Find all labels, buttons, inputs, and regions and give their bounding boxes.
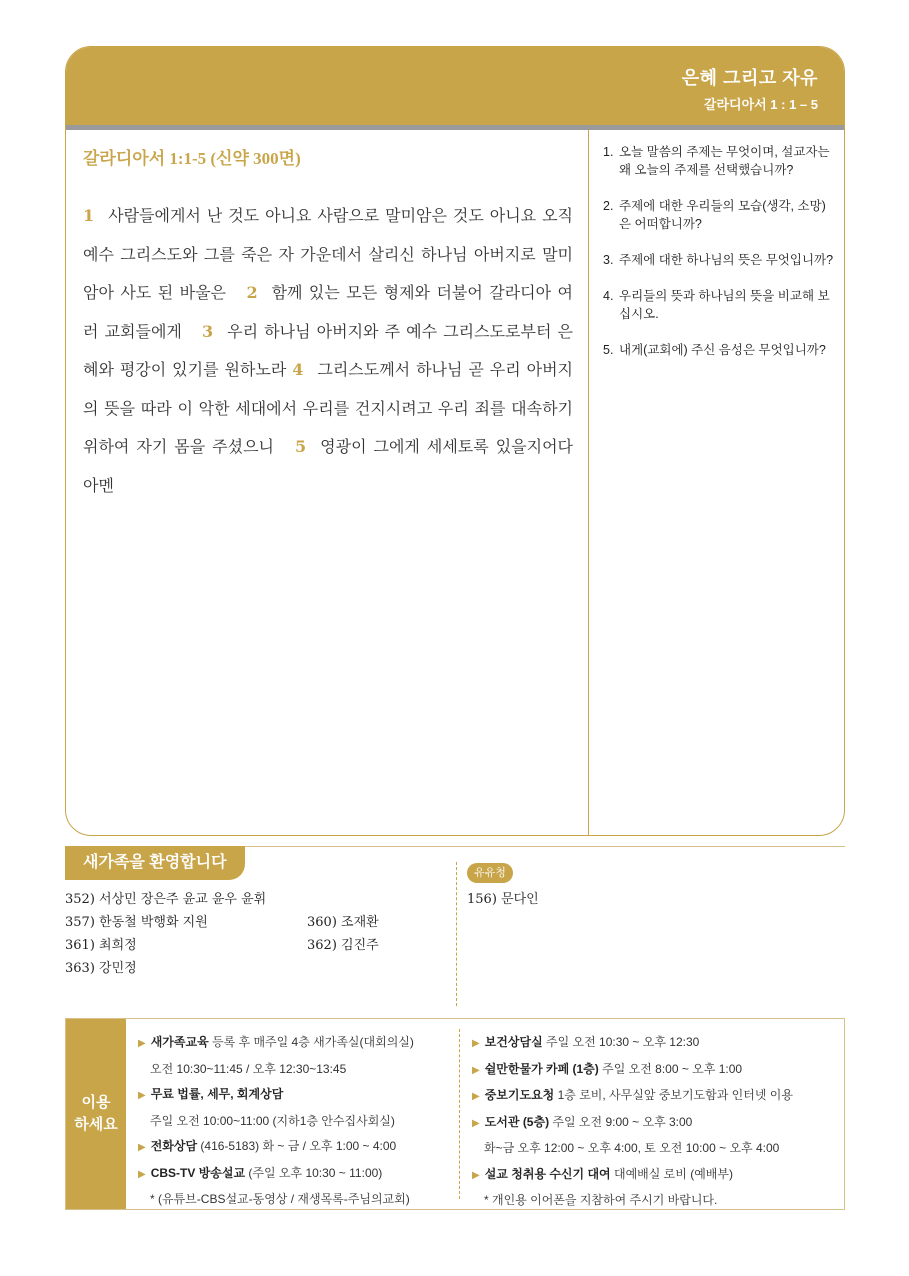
- verse-text: 사람들에게서 난 것도 아니요 사람으로 말미암은 것도 아니요 오직 예수 그리스도와 그를 죽은 자 가운데서 살리신 하나님 아버지로 말미암아 사도 된 바울은: [83, 206, 573, 302]
- triangle-right-icon: ▶: [472, 1064, 480, 1076]
- infant-badge: 유유청: [467, 863, 513, 883]
- triangle-right-icon: ▶: [472, 1091, 480, 1102]
- verse-text: 우리 하나님 아버지와 주 예수 그리스도로부터 은혜와 평강이 있기를 원하노라: [83, 321, 573, 379]
- card-header: [66, 47, 844, 125]
- column-divider: [588, 130, 589, 836]
- new-family-list: [65, 888, 445, 980]
- list-item: 361) 최희정 362) 김진주: [65, 938, 379, 953]
- info-item: ▶ 새가족교육 등록 후 매주일 4층 새가족실(대회의실): [138, 1035, 414, 1049]
- verse-number: 4: [292, 360, 304, 379]
- info-item: ▶ 무료 법률, 세무, 회계상담: [138, 1087, 284, 1101]
- welcome-title: 새가족을 환영합니다: [65, 846, 245, 880]
- list-item: 363) 강민정: [65, 961, 137, 976]
- verse-number: 3: [201, 321, 214, 341]
- question-item: 1. 오늘 말씀의 주제는 무엇이며, 설교자는 왜 오늘의 주제를 선택했습니까?: [603, 145, 830, 177]
- verse-text: 함께 있는 모든 형제와 더불어 갈라디아 여러 교회들에게: [83, 283, 573, 341]
- triangle-right-icon: ▶: [138, 1142, 146, 1153]
- header-divider: [66, 125, 844, 130]
- info-column-left: [138, 1030, 453, 1213]
- info-item: ▶ CBS-TV 방송설교 (주일 오후 10:30 ~ 11:00): [138, 1165, 383, 1180]
- welcome-divider: [456, 862, 457, 1006]
- verse-number: 5: [295, 437, 307, 456]
- triangle-right-icon: ▶: [472, 1117, 480, 1129]
- info-item: ▶ 중보기도요청 1층 로비, 사무실앞 중보기도함과 인터넷 이용: [472, 1088, 793, 1102]
- sermon-card: [65, 46, 845, 836]
- info-detail: 주일 오전 10:00~11:00 (지하1층 안수집사회실): [150, 1113, 395, 1128]
- infant-name: 156) 문다인: [467, 892, 539, 907]
- info-item: ▶ 전화상담 (416-5183) 화 ~ 금 / 오후 1:00 ~ 4:00: [138, 1139, 397, 1153]
- info-label: 이용 하세요: [66, 1019, 126, 1209]
- triangle-right-icon: ▶: [138, 1038, 146, 1049]
- discussion-questions: [603, 143, 835, 377]
- info-detail: * (유튜브-CBS설교-동영상 / 재생목록-주님의교회): [150, 1192, 410, 1206]
- sermon-reference: 갈라디아서 1 : 1 – 5: [703, 97, 818, 112]
- triangle-right-icon: ▶: [472, 1169, 480, 1181]
- question-item: 4. 우리들의 뜻과 하나님의 뜻을 비교해 보십시오.: [603, 289, 830, 321]
- info-detail: 화~금 오후 12:00 ~ 오후 4:00, 토 오전 10:00 ~ 오후 4:00: [484, 1141, 780, 1155]
- sermon-title: 은혜 그리고 자유: [681, 68, 818, 88]
- passage-heading: 갈라디아서 1:1-5 (신약 300면): [83, 149, 301, 168]
- info-box: [65, 1018, 845, 1210]
- info-detail: * 개인용 이어폰을 지참하여 주시기 바랍니다.: [484, 1193, 718, 1207]
- triangle-right-icon: ▶: [138, 1090, 146, 1101]
- question-item: 2. 주제에 대한 우리들의 모습(생각, 소망)은 어떠합니까?: [603, 199, 826, 231]
- info-detail: 오전 10:30~11:45 / 오후 12:30~13:45: [150, 1061, 347, 1076]
- info-item: ▶ 도서관 (5층) 주일 오전 9:00 ~ 오후 3:00: [472, 1114, 693, 1129]
- info-item: ▶ 쉴만한물가 카페 (1층) 주일 오전 8:00 ~ 오후 1:00: [472, 1061, 743, 1076]
- triangle-right-icon: ▶: [138, 1168, 146, 1180]
- info-item: ▶ 보건상담실 주일 오전 10:30 ~ 오후 12:30: [472, 1035, 700, 1049]
- verse-text: 영광이 그에게 세세토록 있을지어다 아멘: [83, 437, 573, 495]
- triangle-right-icon: ▶: [472, 1038, 480, 1049]
- verse-number: 2: [246, 283, 258, 302]
- info-item: ▶ 설교 청취용 수신기 대여 대예배실 로비 (예배부): [472, 1166, 733, 1181]
- question-item: 3. 주제에 대한 하나님의 뜻은 무엇입니까?: [603, 253, 834, 267]
- verse-text: 그리스도께서 하나님 곧 우리 아버지의 뜻을 따라 이 악한 세대에서 우리를 건지시려고 우리 죄를 대속하기 위하여 자기 몸을 주셨으니: [83, 360, 573, 456]
- list-item: 352) 서상민 장은주 윤교 윤우 윤휘: [65, 892, 267, 907]
- passage-text: [83, 197, 573, 505]
- info-divider: [459, 1029, 460, 1199]
- question-item: 5. 내게(교회에) 주신 음성은 무엇입니까?: [603, 343, 826, 357]
- list-item: 357) 한동철 박행화 지원 360) 조재환: [65, 915, 379, 930]
- info-column-right: [472, 1030, 842, 1214]
- verse-number: 1: [83, 206, 95, 225]
